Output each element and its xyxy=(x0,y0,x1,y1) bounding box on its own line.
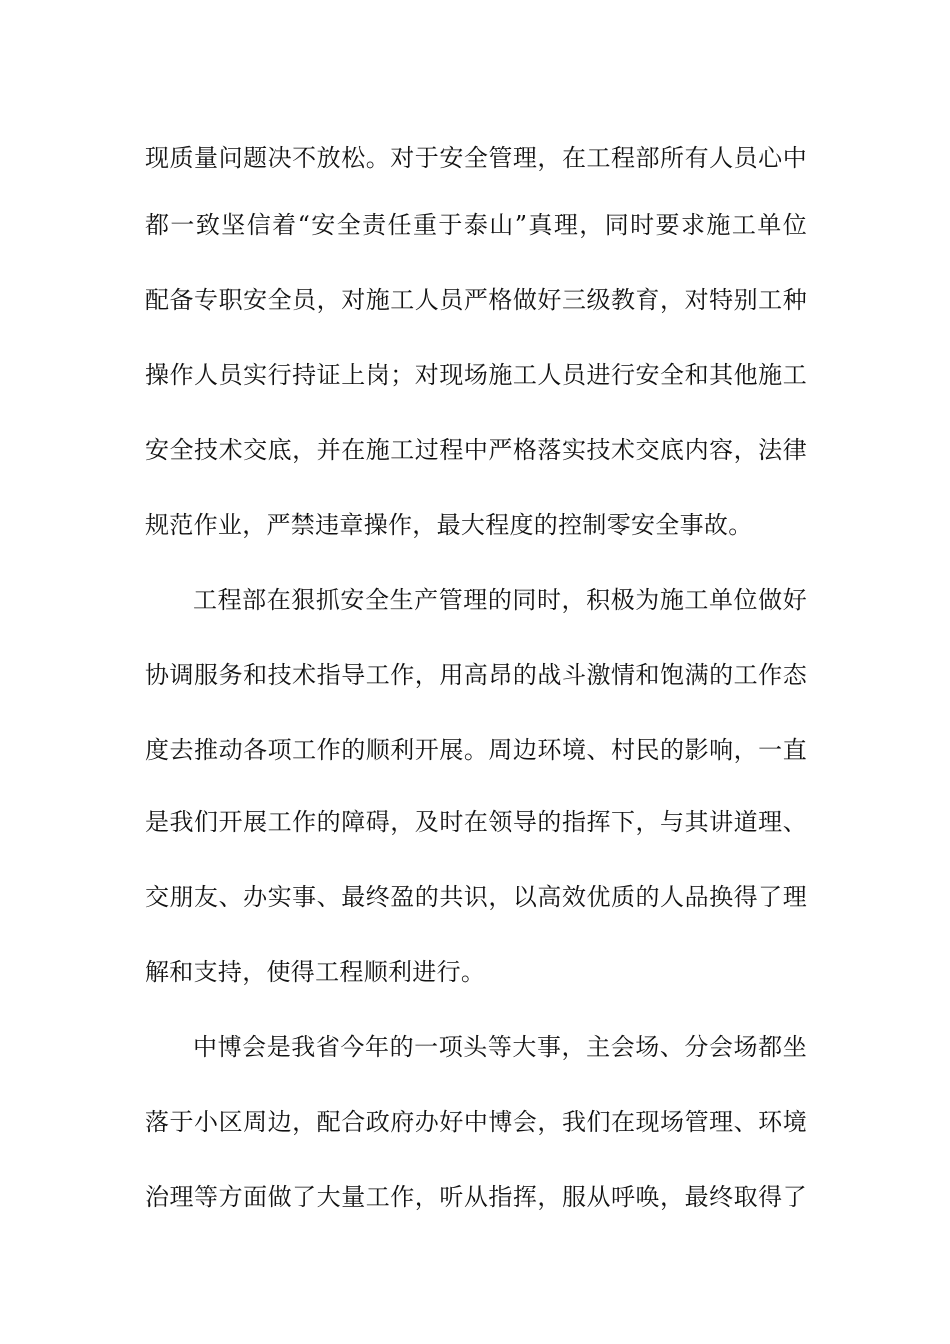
text-line: 落于小区周边，配合政府办好中博会，我们在现场管理、环境 xyxy=(145,1108,807,1136)
text-line: 治理等方面做了大量工作，听从指挥，服从呼唤，最终取得了 xyxy=(145,1183,807,1211)
text-line: 交朋友、办实事、最终盈的共识，以高效优质的人品换得了理 xyxy=(145,883,807,911)
text-line: 都一致坚信着“安全责任重于泰山”真理，同时要求施工单位 xyxy=(145,211,807,239)
text-line: 是我们开展工作的障碍，及时在领导的指挥下，与其讲道理、 xyxy=(145,808,807,836)
text-line: 协调服务和技术指导工作，用高昂的战斗激情和饱满的工作态 xyxy=(145,661,807,689)
text-line: 现质量问题决不放松。对于安全管理，在工程部所有人员心中 xyxy=(145,144,807,172)
text-line: 操作人员实行持证上岗；对现场施工人员进行安全和其他施工 xyxy=(145,361,807,389)
paragraph-first-line: 工程部在狠抓安全生产管理的同时，积极为施工单位做好 xyxy=(193,586,807,614)
paragraph-first-line: 中博会是我省今年的一项头等大事，主会场、分会场都坐 xyxy=(193,1033,807,1061)
text-line: 配备专职安全员，对施工人员严格做好三级教育，对特别工种 xyxy=(145,286,807,314)
text-line: 度去推动各项工作的顺利开展。周边环境、村民的影响，一直 xyxy=(145,736,807,764)
text-line: 规范作业，严禁违章操作，最大程度的控制零安全事故。 xyxy=(145,511,753,539)
text-line: 解和支持，使得工程顺利进行。 xyxy=(145,958,486,986)
text-line: 安全技术交底，并在施工过程中严格落实技术交底内容，法律 xyxy=(145,436,807,464)
